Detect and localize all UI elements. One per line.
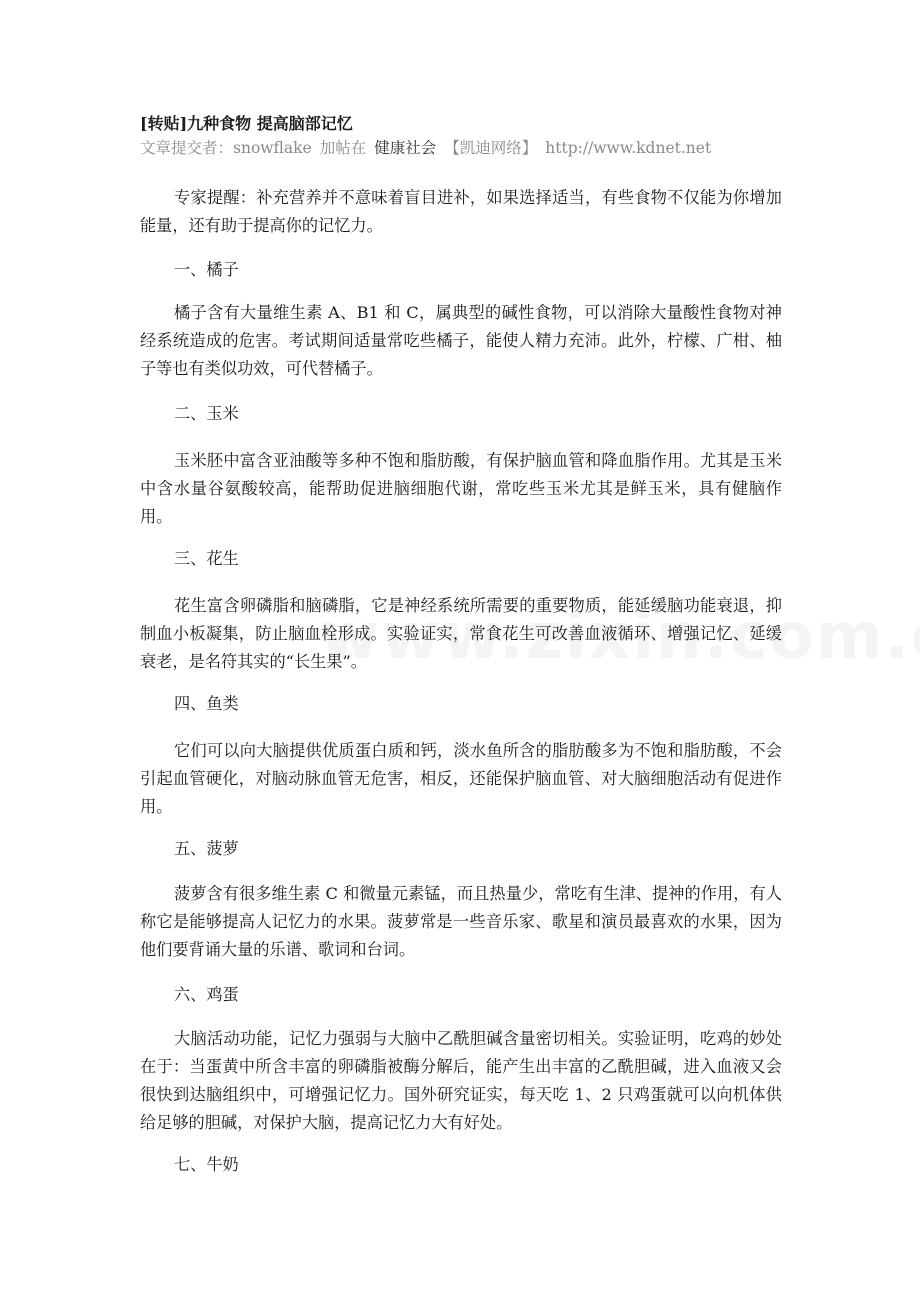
section-heading-milk: 七、牛奶: [174, 1155, 239, 1174]
section-body-egg: 大脑活动功能，记忆力强弱与大脑中乙酰胆碱含量密切相关。实验证明，吃鸡的妙处在于：当蛋黄中所含丰富的卵磷脂被酶分解后，能产生出丰富的乙酰胆碱，进入血液又会很快到达脑组织中，可增强记忆力。国外研究证实，每天吃 1、2 只鸡蛋就可以向机体供给足够的胆碱，对保护大脑，提高记忆力大有好处。: [140, 1029, 782, 1132]
intro-paragraph: 专家提醒：补充营养并不意味着盲目进补，如果选择适当，有些食物不仅能为你增加能量，还有助于提高你的记忆力。: [140, 188, 782, 235]
section-body-fish: 它们可以向大脑提供优质蛋白质和钙，淡水鱼所含的脂肪酸多为不饱和脂肪酸，不会引起血管硬化，对脑动脉血管无危害，相反，还能保护脑血管、对大脑细胞活动有促进作用。: [140, 741, 782, 816]
section-body-orange: 橘子含有大量维生素 A、B1 和 C，属典型的碱性食物，可以消除大量酸性食物对神经系统造成的危害。考试期间适量常吃些橘子，能使人精力充沛。此外，柠檬、广柑、柚子等也有类似功效，可代替橘子。: [140, 303, 782, 378]
board-link[interactable]: 健康社会: [374, 139, 437, 157]
section-body-pineapple: 菠萝含有很多维生素 C 和微量元素锰，而且热量少，常吃有生津、提神的作用，有人称它是能够提高人记忆力的水果。菠萝常是一些音乐家、歌星和演员最喜欢的水果，因为他们要背诵大量的乐谱、歌词和台词。: [140, 884, 782, 959]
site-name[interactable]: 【凯迪网络】: [444, 139, 538, 157]
site-url[interactable]: http://www.kdnet.net: [545, 139, 712, 157]
section-heading-corn: 二、玉米: [174, 404, 239, 423]
section-body-corn: 玉米胚中富含亚油酸等多种不饱和脂肪酸，有保护脑血管和降血脂作用。尤其是玉米中含水量谷氨酸较高，能帮助促进脑细胞代谢，常吃些玉米尤其是鲜玉米，具有健脑作用。: [140, 451, 782, 526]
section-heading-fish: 四、鱼类: [174, 694, 239, 713]
section-heading-pineapple: 五、菠萝: [174, 839, 239, 858]
post-meta: [140, 137, 711, 159]
section-heading-egg: 六、鸡蛋: [174, 985, 239, 1004]
posted-in-label: 加帖在: [319, 139, 367, 157]
submitter-name[interactable]: snowflake: [233, 139, 312, 157]
section-body-peanut: 花生富含卵磷脂和脑磷脂，它是神经系统所需要的重要物质，能延缓脑功能衰退，抑制血小板凝集，防止脑血栓形成。实验证实，常食花生可改善血液循环、增强记忆、延缓衰老，是名符其实的“长生果”。: [140, 596, 782, 671]
submitter-label: 文章提交者：: [140, 139, 234, 157]
section-heading-orange: 一、橘子: [174, 260, 239, 279]
section-heading-peanut: 三、花生: [174, 549, 239, 568]
post-title: [转贴]九种食物 提高脑部记忆: [140, 114, 353, 133]
